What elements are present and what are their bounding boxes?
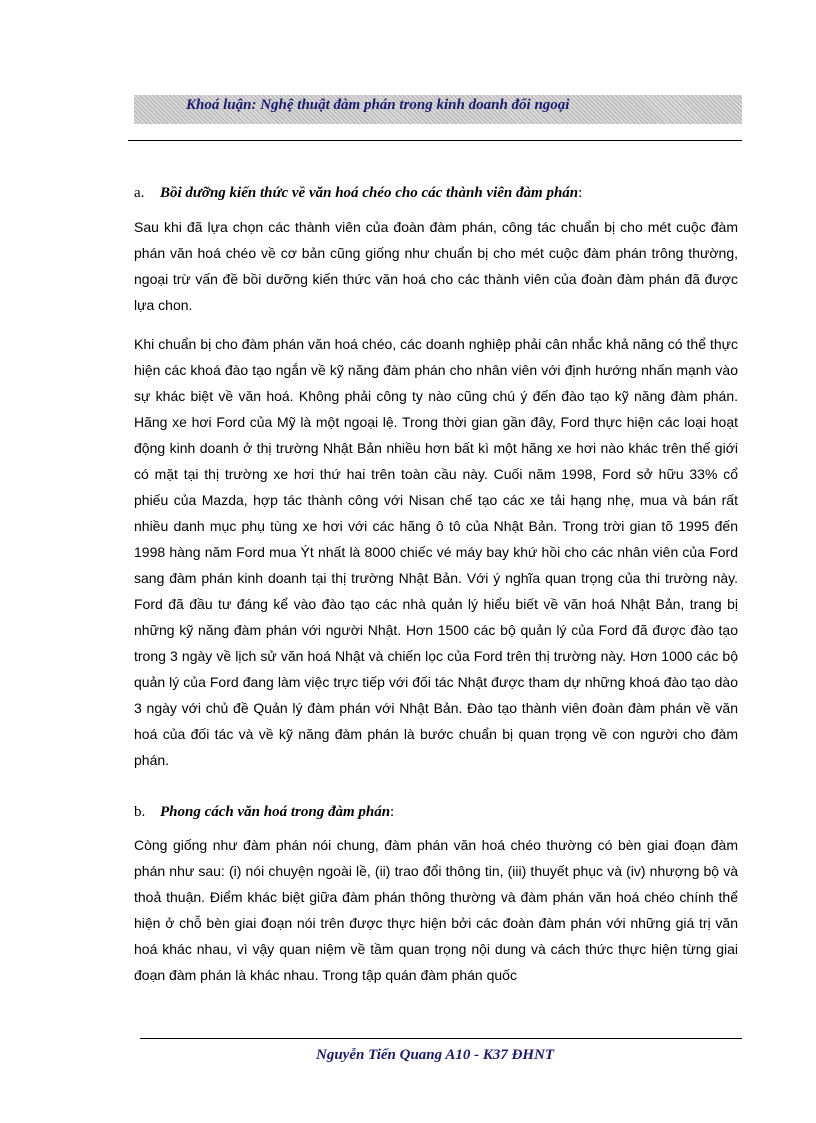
section-a-colon: : xyxy=(578,185,583,201)
section-a-paragraph-2: Khi chuẩn bị cho đàm phán văn hoá chéo, các doanh nghiệp phải cân nhắc khả năng có thể thực hiện các khoá đào tạo ngắn về kỹ năng đàm phán cho nhân viên với định hướng nhấn mạnh vào sự khác biệt về văn hoá. Không phải công ty nào cũng chú ý đến đào tạo kỹ năng đàm phán. Hãng xe hơi Ford của Mỹ là một ngoại lệ. Trong thời gian gần đây, Ford thực hiện các loại hoạt động kinh doanh ở thị trường Nhật Bản nhiều hơn bất kì một hãng xe hơi nào khác trên thế giới có mặt tại thị trường xe hơi thứ hai trên toàn cầu này. Cuối năm 1998, Ford sở hữu 33% cổ phiếu của Mazda, hợp tác thành công với Nisan chế tạo các xe tải hạng nhẹ, mua và bán rất nhiều danh mục phụ tùng xe hơi với các hãng ô tô của Nhật Bản. Trong trời gian tõ 1995 đến 1998 hàng năm Ford mua Ýt nhất là 8000 chiếc vé máy bay khứ hồi cho các nhân viên của Ford sang đàm phán kinh doanh tại thị trường Nhật Bản. Với ý nghĩa quan trọng của thi trường này. Ford đã đầu tư đáng kể vào đào tạo các nhà quản lý hiểu biết về văn hoá Nhật Bản, trang bị những kỹ năng đàm phán với người Nhật. Hơn 1500 các bộ quản lý của Ford đã được đào tạo trong 3 ngày về lịch sử văn hoá Nhật và chiến lọc của Ford trên thị trường này. Hơn 1000 các bộ quản lý của Ford đang làm việc trực tiếp với đối tác Nhật được tham dự những khoá đào tạo dào 3 ngày với chủ đề Quản lý đàm phán với Nhật Bản. Đào tạo thành viên đoàn đàm phán về văn hoá của đối tác và về kỹ năng đàm phán là bước chuẩn bị quan trọng về con người cho đàm phán. xyxy=(134,336,738,768)
section-a-title: Bồi dưỡng kiến thức về văn hoá chéo cho các thành viên đàm phán xyxy=(160,185,579,201)
section-b-heading xyxy=(134,804,394,821)
section-b-paragraph-1: Còng giống như đàm phán nói chung, đàm phán văn hoá chéo thường có bèn giai đoạn đàm phán như sau: (i) nói chuyện ngoài lề, (ii) trao đổi thông tin, (iii) thuyết phục và (iv) nhượng bộ và thoả thuận. Điểm khác biệt giữa đàm phán thông thường và đàm phán văn hoá chéo chính thể hiện ở chỗ bèn giai đoạn nói trên được thực hiện bởi các đoàn đàm phán với những giá trị văn hoá khác nhau, vì vậy quan niệm về tầm quan trọng nội dung và cách thức thực hiện từng giai đoạn đàm phán là khác nhau. Trong tập quán đàm phán quốc xyxy=(134,837,738,983)
section-b-title: Phong cách văn hoá trong đàm phán xyxy=(160,804,391,820)
footer-divider xyxy=(140,1038,742,1039)
header-divider xyxy=(128,140,742,141)
footer-author: Nguyễn Tiến Quang A10 - K37 ĐHNT xyxy=(316,1047,555,1063)
section-a-letter: a. xyxy=(134,185,145,201)
section-a-paragraph-1: Sau khi đã lựa chọn các thành viên của đoàn đàm phán, công tác chuẩn bị cho mét cuộc đàm phán văn hoá chéo về cơ bản cũng giống như chuẩn bị cho mét cuộc đàm phán trông thường, ngoại trừ vấn đề bồi dưỡng kiến thức văn hoá cho các thành viên của đoàn đàm phán đã được lựa chon. xyxy=(134,219,738,313)
section-b-colon: : xyxy=(390,804,395,820)
section-a-heading xyxy=(134,185,582,202)
section-b-letter: b. xyxy=(134,804,146,820)
document-header-title: Khoá luận: Nghệ thuật đàm phán trong kinh doanh đối ngoại xyxy=(186,97,570,113)
